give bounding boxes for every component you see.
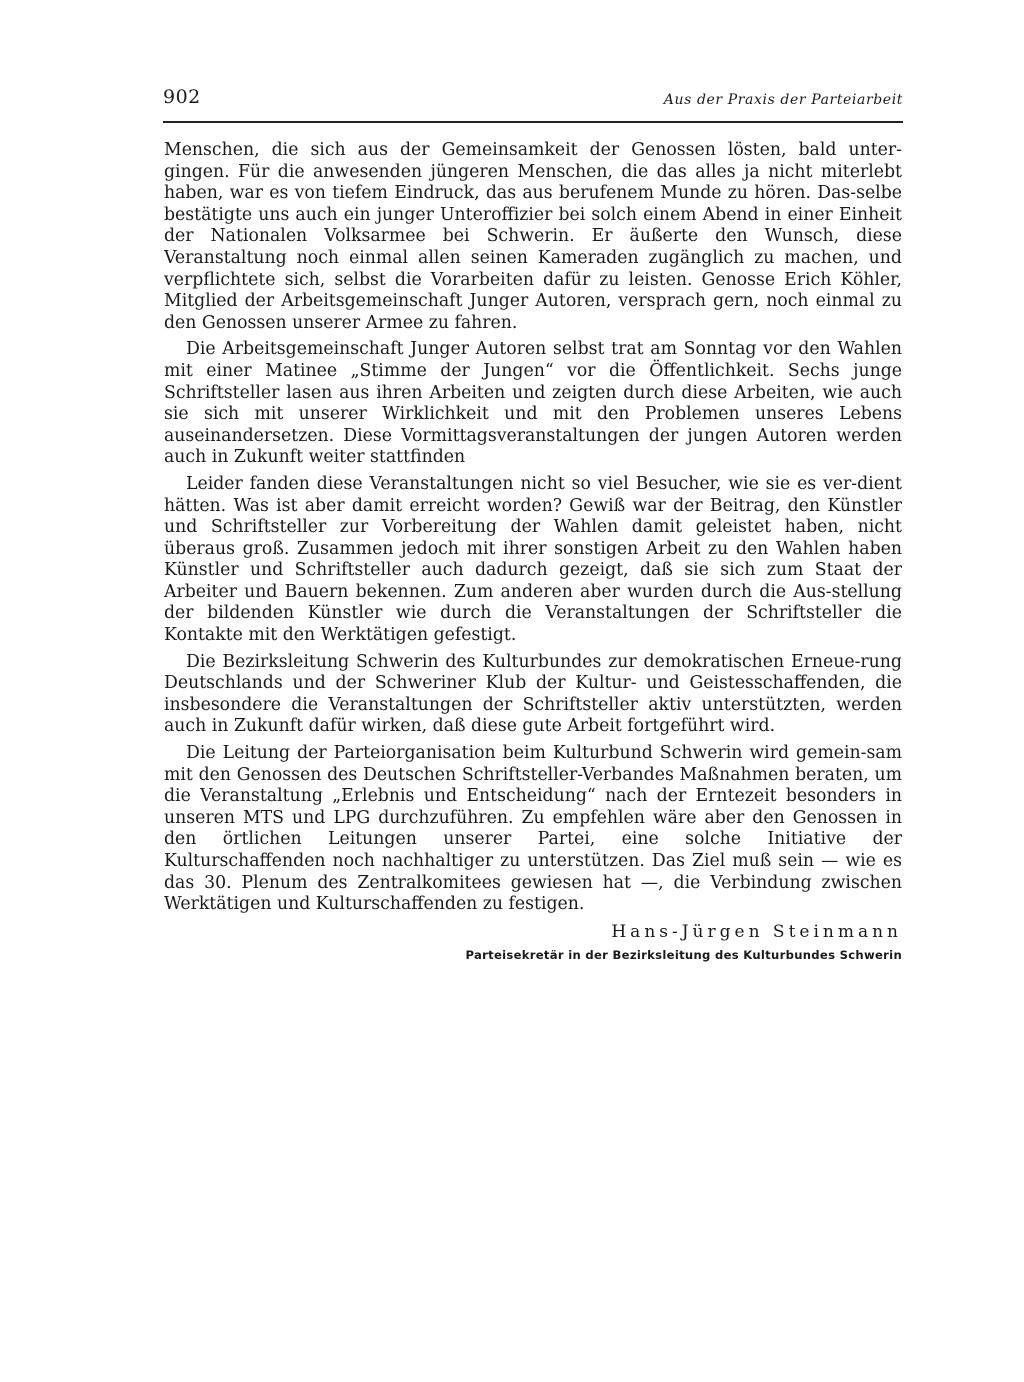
- paragraph-1: Menschen, die sich aus der Gemeinsamkeit der Genossen lösten, bald unter-gingen. Für die anwesenden jüngeren Menschen, die das alles ja nicht miterlebt haben, war es von tiefem Eindruck, das aus berufenem Munde zu hören. Das-selbe bestätigte uns auch ein junger Unteroffizier bei solch einem Abend in einer Einheit der Nationalen Volksarmee bei Schwerin. Er äußerte den Wunsch, diese Veranstaltung noch einmal allen seinen Kameraden zugänglich zu machen, und verpflichtete sich, selbst die Vorarbeiten dafür zu leisten. Genosse Erich Köhler, Mitglied der Arbeitsgemeinschaft Junger Autoren, versprach gern, noch einmal zu den Genossen unserer Armee zu fahren.: [164, 140, 902, 333]
- paragraph-3: Leider fanden diese Veranstaltungen nicht so viel Besucher, wie sie es ver-dient hätten. Was ist aber damit erreicht worden? Gewiß war der Beitrag, den Künstler und Schriftsteller zur Vorbereitung der Wahlen damit geleistet haben, nicht überaus groß. Zusammen jedoch mit ihrer sonstigen Arbeit zu den Wahlen haben Künstler und Schriftsteller auch dadurch gezeigt, daß sie sich zum Staat der Arbeiter und Bauern bekennen. Zum anderen aber wurden durch die Aus-stellung der bildenden Künstler wie durch die Veranstaltungen der Schriftsteller die Kontakte mit den Werktätigen gefestigt.: [164, 473, 902, 646]
- page-header: [163, 86, 903, 116]
- paragraph-5: Die Leitung der Parteiorganisation beim Kulturbund Schwerin wird gemein-sam mit den Genossen des Deutschen Schriftsteller-Verbandes Maßnahmen beraten, um die Veranstaltung „Erlebnis und Entscheidung“ nach der Erntezeit besonders in unseren MTS und LPG durchzuführen. Zu empfehlen wäre aber den Genossen in den örtlichen Leitungen unserer Partei, eine solche Initiative der Kulturschaffenden noch nachhaltiger zu unterstützen. Das Ziel muß sein — wie es das 30. Plenum des Zentralkomitees gewiesen hat —, die Verbindung zwischen Werktätigen und Kulturschaffenden zu festigen.: [164, 743, 902, 915]
- article-body: [164, 140, 902, 921]
- paragraph-4: Die Bezirksleitung Schwerin des Kulturbundes zur demokratischen Erneue-rung Deutschlands und der Schweriner Klub der Kultur- und Geistesschaffenden, die insbesondere die Veranstaltungen der Schriftsteller aktiv unterstützten, werden auch in Zukunft dafür wirken, daß diese gute Arbeit fortgeführt wird.: [164, 651, 902, 737]
- header-rule: [163, 121, 903, 123]
- page-number: 902: [163, 86, 201, 108]
- author-role: Parteisekretär in der Bezirksleitung des Kulturbundes Schwerin: [465, 948, 902, 962]
- author-name: Hans-Jürgen Steinmann: [611, 922, 902, 942]
- signature-block: [465, 922, 902, 962]
- paragraph-2: Die Arbeitsgemeinschaft Junger Autoren selbst trat am Sonntag vor den Wahlen mit einer Matinee „Stimme der Jungen“ vor die Öffentlichkeit. Sechs junge Schriftsteller lasen aus ihren Arbeiten und zeigten durch diese Arbeiten, wie auch sie sich mit unserer Wirklichkeit und mit den Problemen unseres Lebens auseinandersetzen. Diese Vormittagsveranstaltungen der jungen Autoren werden auch in Zukunft weiter stattfinden: [164, 339, 902, 468]
- running-title: Aus der Praxis der Parteiarbeit: [663, 92, 903, 108]
